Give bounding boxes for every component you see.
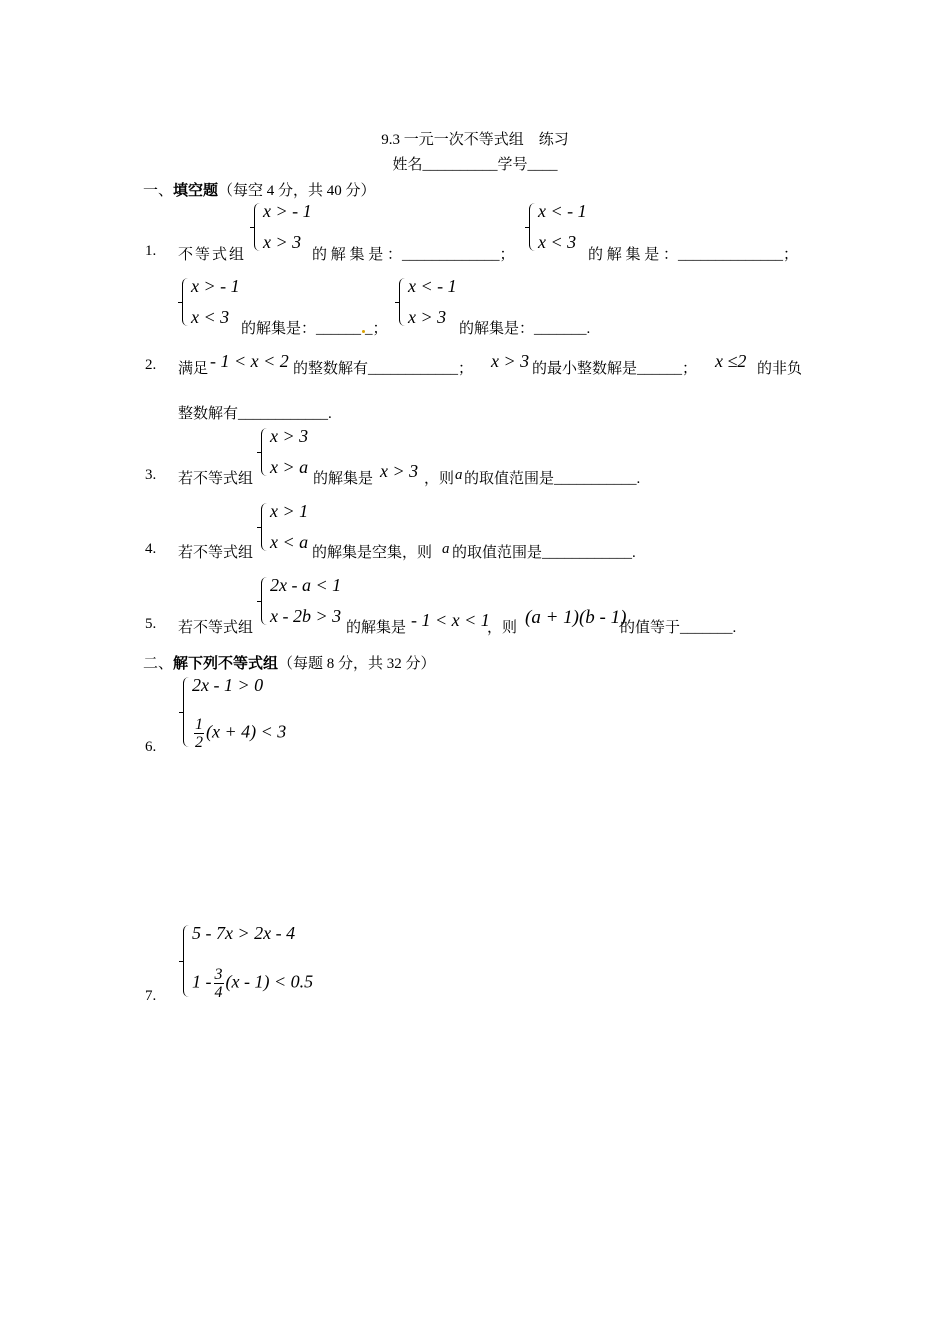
page-title: 9.3 一元一次不等式组 练习 bbox=[381, 132, 569, 148]
brace-icon bbox=[261, 428, 268, 476]
q3-var: a bbox=[455, 467, 463, 483]
q7-system: 5 - 7x > 2x - 4 1 - $\frac{3}{4}$ (x - 1) < 0.5 bbox=[183, 923, 328, 999]
q5-number: 5. bbox=[145, 616, 157, 632]
fraction: $\frac{3}{4}$ bbox=[214, 966, 223, 1001]
q1-answer-b: 的 解 集 是 ：______________； bbox=[588, 247, 799, 263]
q1-answer-a: 的 解 集 是 ：_____________； bbox=[312, 247, 515, 263]
brace-icon bbox=[183, 925, 190, 997]
q4-text-2: 的取值范围是____________. bbox=[452, 545, 636, 561]
brace-icon bbox=[261, 577, 268, 625]
q3-prefix: 若不等式组 bbox=[178, 471, 254, 487]
q1-number: 1. bbox=[145, 243, 157, 259]
q2-text-5: 整数解有____________. bbox=[178, 406, 332, 422]
section1-heading: 一、填空题（每空 4 分，共 40 分） bbox=[143, 183, 376, 199]
q4-number: 4. bbox=[145, 541, 157, 557]
brace-icon bbox=[182, 278, 189, 326]
q1-system-a: x > - 1 x > 3 bbox=[254, 201, 324, 253]
q6-number: 6. bbox=[145, 739, 157, 755]
q5-text-1: 的解集是 bbox=[346, 620, 407, 636]
q1-system-d: x < - 1 x > 3 bbox=[399, 276, 469, 328]
q2-text-2: 的整数解有____________； bbox=[293, 361, 474, 377]
q7-number: 7. bbox=[145, 988, 157, 1004]
q2-math-1: - 1 < x < 2 bbox=[210, 351, 289, 371]
section2-heading: 二、解下列不等式组（每题 8 分，共 32 分） bbox=[143, 656, 436, 672]
brace-icon bbox=[261, 503, 268, 551]
q5-system: 2x - a < 1 x - 2b > 3 bbox=[261, 575, 349, 627]
q2-math-2: x > 3 bbox=[491, 351, 530, 371]
q1-system-c: x > - 1 x < 3 bbox=[182, 276, 252, 328]
q5-text-3: 的值等于_______. bbox=[620, 620, 737, 636]
q2-number: 2. bbox=[145, 357, 157, 373]
q1-prefix: 不等式组 bbox=[178, 247, 247, 263]
q5-text-2: ，则 bbox=[487, 620, 518, 636]
q2-text-3: 的最小整数解是______； bbox=[532, 361, 698, 377]
q4-var: a bbox=[442, 541, 450, 557]
q5-math-1: - 1 < x < 1 bbox=[411, 610, 490, 630]
fraction: $\frac{1}{2}$ bbox=[195, 716, 203, 751]
q4-prefix: 若不等式组 bbox=[178, 545, 254, 561]
q2-text-1: 满足 bbox=[178, 361, 209, 377]
name-id-line: 姓名__________学号____ bbox=[392, 157, 558, 173]
q3-text-1: 的解集是 bbox=[313, 471, 374, 487]
q4-text-1: 的解集是空集，则 bbox=[312, 545, 433, 561]
q2-text-4: 的非负 bbox=[757, 361, 803, 377]
q1-answer-c: 的解集是：______ _； bbox=[241, 321, 388, 337]
q6-system: 2x - 1 > 0 $\frac{1}{2}$ (x + 4) < 3 bbox=[183, 675, 298, 749]
brace-icon bbox=[254, 203, 261, 251]
q5-prefix: 若不等式组 bbox=[178, 620, 254, 636]
q1-system-b: x < - 1 x < 3 bbox=[529, 201, 599, 253]
brace-icon bbox=[529, 203, 536, 251]
q2-math-3: x ≤2 bbox=[715, 351, 747, 371]
q5-math-2: (a + 1)(b - 1) bbox=[525, 607, 627, 628]
q3-math-1: x > 3 bbox=[380, 461, 419, 481]
q1-answer-d: 的解集是：_______. bbox=[459, 321, 591, 337]
q3-text-3: 的取值范围是___________. bbox=[464, 471, 641, 487]
brace-icon bbox=[183, 677, 190, 747]
q3-system: x > 3 x > a bbox=[261, 426, 319, 478]
q4-system: x > 1 x < a bbox=[261, 501, 319, 553]
q3-number: 3. bbox=[145, 467, 157, 483]
brace-icon bbox=[399, 278, 406, 326]
q3-text-2: ，则 bbox=[424, 471, 455, 487]
